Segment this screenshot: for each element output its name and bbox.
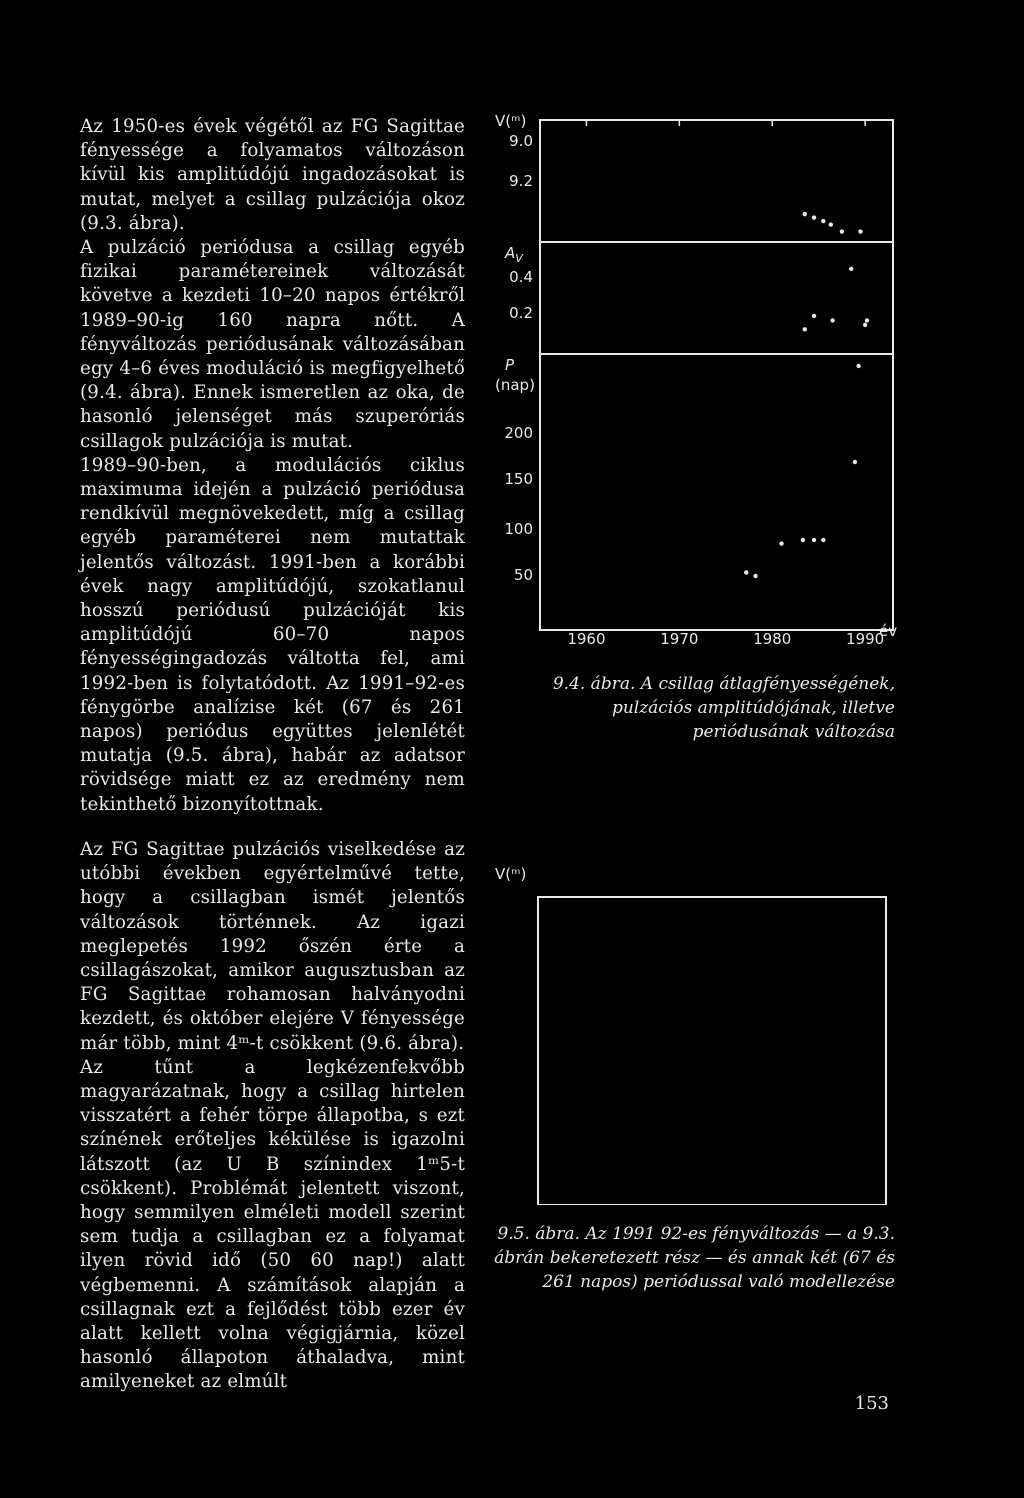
- p-axis-label: P: [505, 356, 515, 374]
- figure-9-4: [495, 110, 905, 670]
- paragraph-2: A pulzáció periódusa a csillag egyéb fizikai paramétereinek változását követve a kezdeti 10–20 napos értékről 1989–90-ig 160 napra nőtt. A fényváltozás periódusának változásában egy 4–6 éves moduláció is megfigyelhető (9.4. ábra). Ennek ismeretlen az oka, de hasonló jelenséget más szuperóriás csillagok pulzációja is mutat.: [80, 237, 465, 452]
- figure-9-5-caption: 9.5. ábra. Az 1991 92-es fényváltozás — a 9.3. ábrán bekeretezett rész — és annak két (67 és 261 napos) periódussal való modellezése: [494, 1224, 895, 1292]
- y-tick-label: 50: [513, 566, 533, 584]
- x-tick-label: 1960: [567, 630, 606, 648]
- x-tick-label: 1970: [660, 630, 699, 648]
- data-point: [840, 229, 844, 233]
- data-point: [779, 541, 783, 545]
- data-point: [865, 318, 869, 322]
- paragraph-3: 1989–90-ben, a modulációs ciklus maximuma idején a pulzáció periódusa rendkívül megnövekedett, míg a csillag egyéb paraméterei nem mutattak jelentős változást. 1991-ben a korábbi évek nagy amplitúdójú, szokatlanul hosszú periódusú pulzációját kis amplitúdójú 60–70 napos fényességingadozás váltotta fel, ami 1992-ben is folytatódott. Az 1991–92-es fénygörbe analízise két (67 és 261 napos) periódus együttes jelenlétét mutatja (9.5. ábra), habár az adatsor rövidsége miatt ez az eredmény nem tekinthető bizonyítottnak.: [80, 454, 465, 815]
- data-point: [803, 327, 807, 331]
- data-point: [812, 215, 816, 219]
- data-point: [830, 318, 834, 322]
- paragraph-1: Az 1950-es évek végétől az FG Sagittae fényessége a folyamatos változáson kívül kis amplitúdójú ingadozásokat is mutat, melyet a csillag pulzációja okoz (9.3. ábra).: [80, 116, 465, 234]
- paragraph-4: Az FG Sagittae pulzációs viselkedése az utóbbi években egyértelművé tette, hogy a csillagban ismét jelentős változások történnek. Az igazi meglepetés 1992 őszén érte a csillagászokat, amikor augusztusban az FG Sagittae rohamosan halványodni kezdett, és október elejére V fényessége már több, mint 4ᵐ-t csökkent (9.6. ábra).: [80, 838, 465, 1054]
- data-point: [863, 323, 867, 327]
- figure-9-5-ylabel: V(ᵐ): [495, 865, 527, 883]
- data-point: [753, 574, 757, 578]
- data-point: [853, 460, 857, 464]
- y-tick-label: 150: [504, 470, 533, 488]
- data-point: [858, 229, 862, 233]
- body-text-column: [80, 115, 465, 1395]
- a-axis-label: $A_V$: [505, 244, 523, 265]
- figure-9-5-frame: [495, 865, 895, 1205]
- figure-9-4-chart: [495, 110, 905, 670]
- page-number: 153: [854, 1393, 889, 1414]
- data-point: [803, 212, 807, 216]
- data-point: [821, 219, 825, 223]
- p-axis-unit: (nap): [495, 376, 535, 394]
- data-point: [744, 570, 748, 574]
- data-point: [829, 222, 833, 226]
- data-point: [856, 364, 860, 368]
- y-tick-label: 9.2: [509, 172, 533, 190]
- y-tick-label: 100: [504, 520, 533, 538]
- data-point: [821, 538, 825, 542]
- paragraph-5: Az tűnt a legkézenfekvőbb magyarázatnak, hogy a csillag hirtelen visszatért a fehér törpe állapotba, s ezt színének erőteljes kékülése is igazolni látszott (az U B színindex 1ᵐ5-t csökkent). Problémát jelentett viszont, hogy semmilyen elméleti modell szerint sem tudja a csillagban ez a folyamat ilyen rövid idő (50 60 nap!) alatt végbemenni. A számítások alapján a csillagnak ezt a fejlődést több ezer év alatt kellett volna végigjárnia, közel hasonló állapoton áthaladva, mint amilyeneket az elmúlt: [80, 1056, 465, 1393]
- data-point: [801, 538, 805, 542]
- figure-9-4-caption: 9.4. ábra. A csillag átlagfényességének, pulzációs amplitúdójának, illetve periódusának változása: [552, 674, 895, 742]
- chart-frame: [540, 120, 893, 630]
- data-point: [812, 314, 816, 318]
- y-tick-label: 9.0: [509, 132, 533, 150]
- data-point: [849, 267, 853, 271]
- figure-9-5: [495, 865, 895, 1205]
- data-point: [812, 538, 816, 542]
- v-axis-label: V(ᵐ): [495, 112, 527, 130]
- x-tick-label: 1990: [846, 630, 885, 648]
- y-tick-label: 0.4: [509, 268, 533, 286]
- y-tick-label: 0.2: [509, 304, 533, 322]
- y-tick-label: 200: [504, 424, 533, 442]
- x-axis-unit: év: [879, 622, 898, 640]
- x-tick-label: 1980: [753, 630, 792, 648]
